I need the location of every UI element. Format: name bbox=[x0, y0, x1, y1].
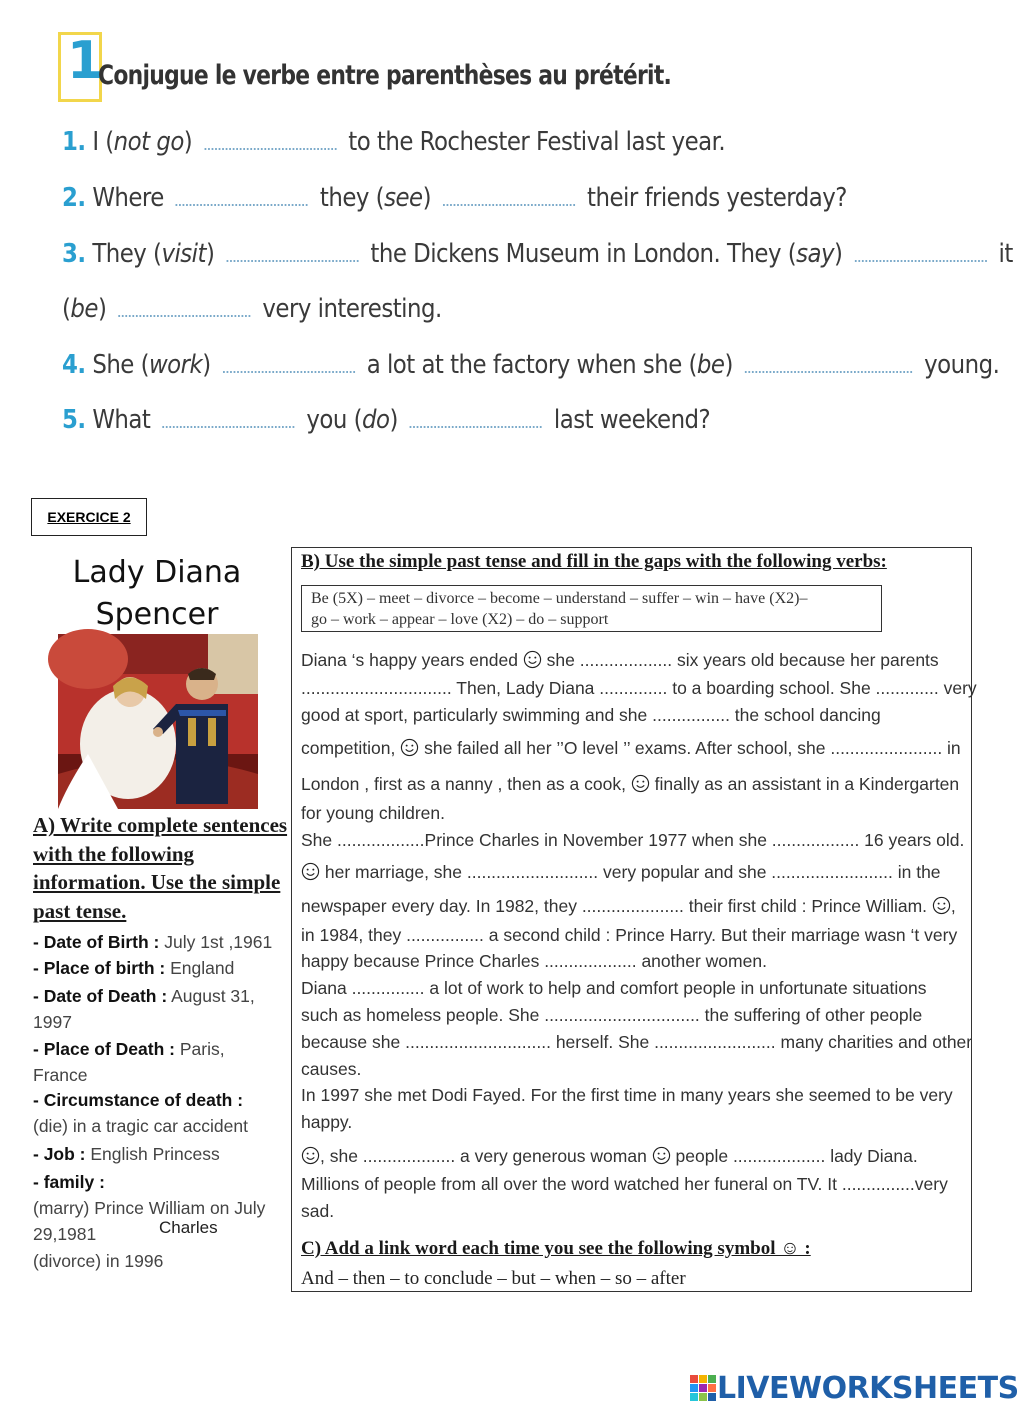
exercise1-title: Conjugue le verbe entre parenthèses au prétérit. bbox=[98, 60, 672, 91]
exercise1-item-5: 5. What you (do) last weekend? bbox=[62, 405, 711, 435]
smiley-icon bbox=[652, 1146, 671, 1166]
info-family: - family : (marry) Prince William on July 29,1981 bbox=[33, 1172, 266, 1244]
answer-blank[interactable] bbox=[410, 412, 542, 428]
info-place-of-birth: - Place of birth : England bbox=[33, 958, 235, 978]
exercise1-item-2: 2. Where they (see) their friends yesterday? bbox=[62, 183, 847, 213]
diana-title: Lady Diana Spencer bbox=[72, 555, 242, 632]
info-place-of-death: - Place of Death : Paris, France bbox=[33, 1039, 225, 1085]
info-date-of-death: - Date of Death : August 31, 1997 bbox=[33, 986, 255, 1032]
smiley-icon bbox=[301, 862, 320, 882]
answer-blank[interactable] bbox=[854, 246, 986, 262]
smiley-icon bbox=[400, 738, 419, 758]
exercise1-item-3: 3. They (visit) the Dickens Museum in London. They (say) it bbox=[62, 239, 1013, 269]
answer-blank[interactable] bbox=[226, 246, 358, 262]
section-b-line: Millions of people from all over the word watched her funeral on TV. It ...............very bbox=[301, 1174, 948, 1194]
section-b-line: Diana ............... a lot of work to help and comfort people in unfortunate situations bbox=[301, 978, 927, 998]
charles-correction: Charles bbox=[159, 1218, 218, 1237]
section-b-title: B) Use the simple past tense and fill in the gaps with the following verbs: bbox=[301, 551, 887, 572]
section-b-line: causes. bbox=[301, 1059, 362, 1079]
section-b-line: her marriage, she ........................... very popular and she ......................... in the bbox=[301, 862, 941, 883]
section-b-line: in 1984, they ................ a second child : Prince Harry. But their marriage wasn ‘t very bbox=[301, 925, 958, 945]
exercise2-label: EXERCICE 2 bbox=[31, 498, 147, 536]
section-b-line: for young children. bbox=[301, 803, 445, 823]
answer-blank[interactable] bbox=[223, 357, 355, 373]
verbs-box: Be (5X) – meet – divorce – become – understand – suffer – win – have (X2)– go – work – appear – love (X2) – do – support bbox=[301, 585, 882, 632]
link-words: And – then – to conclude – but – when – so – after bbox=[301, 1268, 686, 1289]
smiley-icon bbox=[932, 896, 951, 916]
info-circumstance: - Circumstance of death : (die) in a tragic car accident bbox=[33, 1090, 248, 1136]
smiley-icon bbox=[523, 650, 542, 670]
section-b-line: , she ................... a very generous woman people ................... lady Diana. bbox=[301, 1146, 918, 1167]
answer-blank[interactable] bbox=[176, 190, 308, 206]
section-b-line: She ..................Prince Charles in November 1977 when she .................. 16 years old. bbox=[301, 830, 965, 850]
info-divorce: (divorce) in 1996 bbox=[33, 1251, 164, 1271]
exercise1-item-4: 4. She (work) a lot at the factory when she (be) young. bbox=[62, 350, 1000, 380]
section-b-line: Diana ‘s happy years ended she ................... six years old because her parents bbox=[301, 650, 939, 670]
exercise1-item-3-cont: (be) very interesting. bbox=[62, 294, 442, 324]
section-b-line: good at sport, particularly swimming and she ................ the school dancing bbox=[301, 705, 881, 725]
exercise1-item-1: 1. I (not go) to the Rochester Festival last year. bbox=[62, 127, 726, 157]
section-b-line: In 1997 she met Dodi Fayed. For the first time in many years she seemed to be very bbox=[301, 1085, 953, 1105]
answer-blank[interactable] bbox=[443, 190, 575, 206]
exercise-number-badge: 1 bbox=[58, 32, 102, 102]
answer-blank[interactable] bbox=[745, 357, 912, 373]
answer-blank[interactable] bbox=[162, 412, 294, 428]
section-c-title: C) Add a link word each time you see the following symbol ☺ : bbox=[301, 1238, 811, 1259]
liveworksheets-logo: LIVEWORKSHEETS bbox=[690, 1370, 1019, 1406]
section-b-line: because she .............................. herself. She ......................... many charities and other bbox=[301, 1032, 973, 1052]
section-a-title: A) Write complete sentences with the following information. Use the simple past tense. bbox=[33, 813, 288, 923]
section-b-line: happy because Prince Charles ................... another women. bbox=[301, 951, 767, 971]
section-b-line: happy. bbox=[301, 1112, 353, 1132]
smiley-icon bbox=[301, 1146, 320, 1166]
info-job: - Job : English Princess bbox=[33, 1144, 220, 1164]
wedding-photo bbox=[58, 634, 258, 809]
section-b-line: sad. bbox=[301, 1201, 335, 1221]
section-b-line: newspaper every day. In 1982, they ..................... their first child : Prince William. , bbox=[301, 896, 956, 916]
section-b-line: such as homeless people. She ................................ the suffering of other people bbox=[301, 1005, 923, 1025]
logo-grid-icon bbox=[690, 1375, 714, 1401]
section-b-line: ............................... Then, Lady Diana .............. to a boarding school. She ............. very bbox=[301, 678, 977, 698]
answer-blank[interactable] bbox=[204, 134, 336, 150]
info-date-of-birth: - Date of Birth : July 1st ,1961 bbox=[33, 932, 273, 952]
section-b-line: London , first as a nanny , then as a cook, finally as an assistant in a Kindergarten bbox=[301, 774, 960, 794]
section-b-line: competition, she failed all her ’’O level ’’ exams. After school, she ....................... in bbox=[301, 738, 961, 758]
smiley-icon bbox=[631, 774, 650, 794]
answer-blank[interactable] bbox=[118, 301, 250, 317]
